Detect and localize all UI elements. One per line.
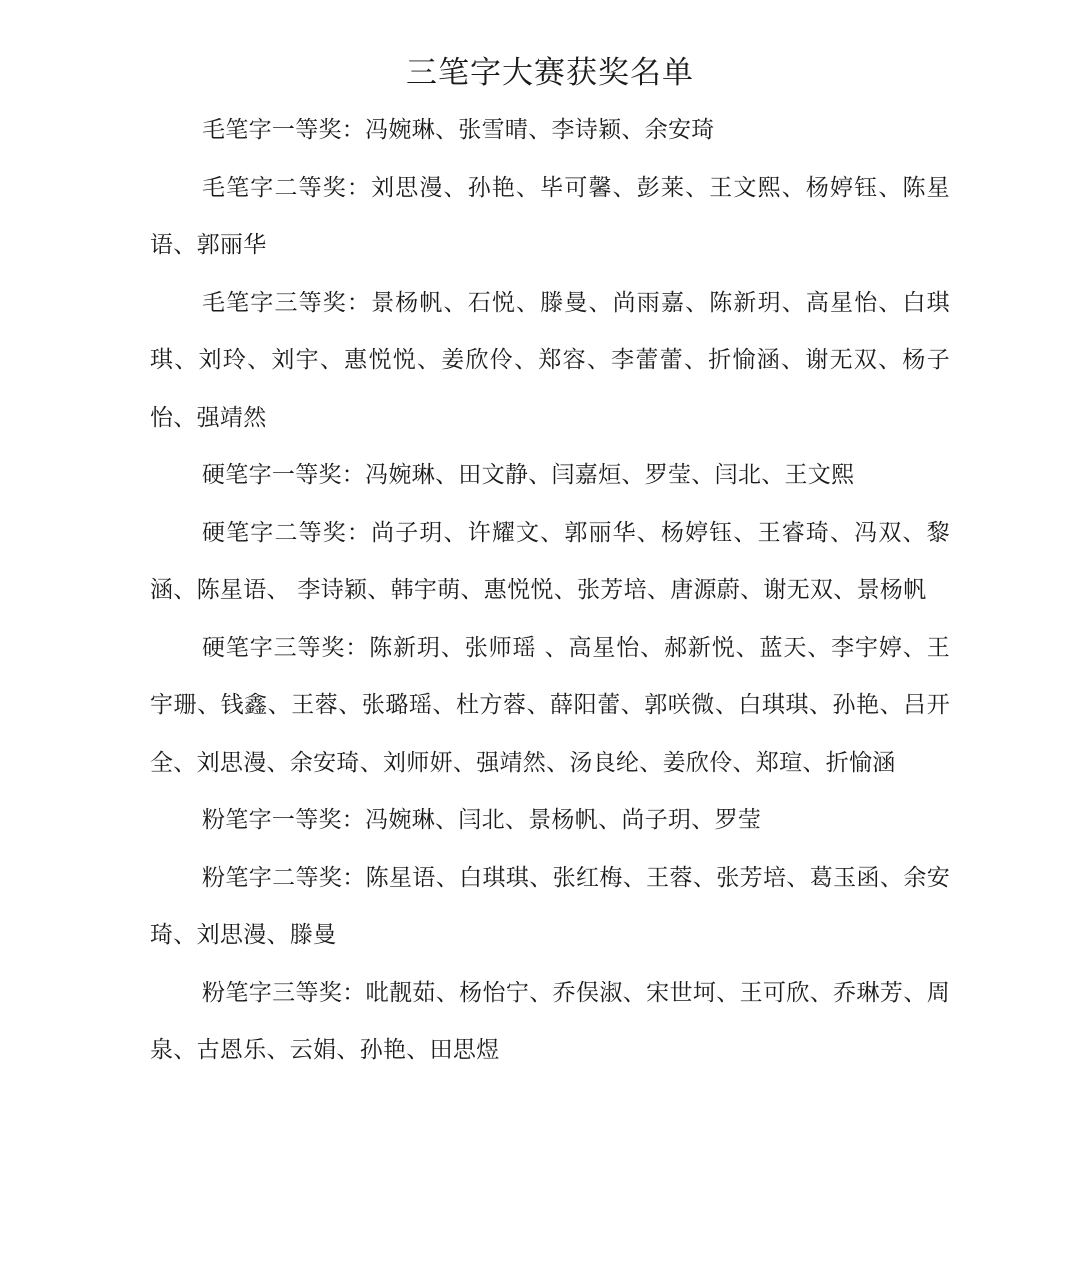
award-paragraph-pen-second bbox=[150, 505, 950, 620]
award-label: 毛笔字二等奖： bbox=[202, 174, 372, 201]
award-names: 吡靓茹、杨怡宁、乔俣淑、宋世坷、王可欣、乔琳芳、周泉、古恩乐、云娟、孙艳、田思煜 bbox=[150, 979, 950, 1063]
award-names: 冯婉琳、闫北、景杨帆、尚子玥、罗莹 bbox=[365, 807, 762, 833]
award-names: 陈新玥、张师瑶 、高星怡、郝新悦、蓝天、李宇婷、王宇珊、钱鑫、王蓉、张璐瑶、杜方蓉、薛阳蕾、郭咲微、白琪琪、孙艳、吕开全、刘思漫、余安琦、刘师妍、强靖然、汤良纶、姜欣伶、郑瑄、折愉涵 bbox=[150, 634, 950, 776]
award-label: 毛笔字一等奖： bbox=[202, 117, 366, 143]
award-paragraph-chalk-second bbox=[150, 850, 950, 965]
document-page bbox=[150, 44, 950, 1080]
award-paragraph-chalk-first bbox=[150, 792, 950, 850]
award-paragraph-brush-third bbox=[150, 275, 950, 448]
award-label: 硬笔字三等奖： bbox=[202, 634, 370, 661]
award-label: 毛笔字三等奖： bbox=[202, 289, 372, 316]
award-paragraph-pen-third bbox=[150, 620, 950, 793]
award-label: 粉笔字三等奖： bbox=[202, 979, 366, 1006]
page-title: 三笔字大赛获奖名单 bbox=[406, 55, 694, 91]
award-paragraph-pen-first bbox=[150, 447, 950, 505]
award-names: 刘思漫、孙艳、毕可馨、彭莱、王文熙、杨婷钰、陈星语、郭丽华 bbox=[150, 174, 950, 258]
award-names: 景杨帆、石悦、滕曼、尚雨嘉、陈新玥、高星怡、白琪琪、刘玲、刘宇、惠悦悦、姜欣伶、郑容、李蕾蕾、折愉涵、谢无双、杨子怡、强靖然 bbox=[150, 289, 950, 431]
award-label: 硬笔字一等奖： bbox=[202, 462, 366, 488]
award-label: 粉笔字一等奖： bbox=[202, 807, 366, 833]
award-label: 粉笔字二等奖： bbox=[202, 864, 366, 891]
award-label: 硬笔字二等奖： bbox=[202, 519, 372, 546]
award-names: 冯婉琳、张雪晴、李诗颖、余安琦 bbox=[365, 117, 715, 143]
award-paragraph-chalk-third bbox=[150, 965, 950, 1080]
award-paragraph-brush-second bbox=[150, 160, 950, 275]
award-names: 尚子玥、许耀文、郭丽华、杨婷钰、王睿琦、冯双、黎涵、陈星语、 李诗颖、韩宇萌、惠悦悦、张芳培、唐源蔚、谢无双、景杨帆 bbox=[150, 519, 950, 603]
award-paragraph-brush-first bbox=[150, 102, 950, 160]
award-names: 陈星语、白琪琪、张红梅、王蓉、张芳培、葛玉函、余安琦、刘思漫、滕曼 bbox=[150, 864, 950, 948]
award-names: 冯婉琳、田文静、闫嘉烜、罗莹、闫北、王文熙 bbox=[365, 462, 855, 488]
